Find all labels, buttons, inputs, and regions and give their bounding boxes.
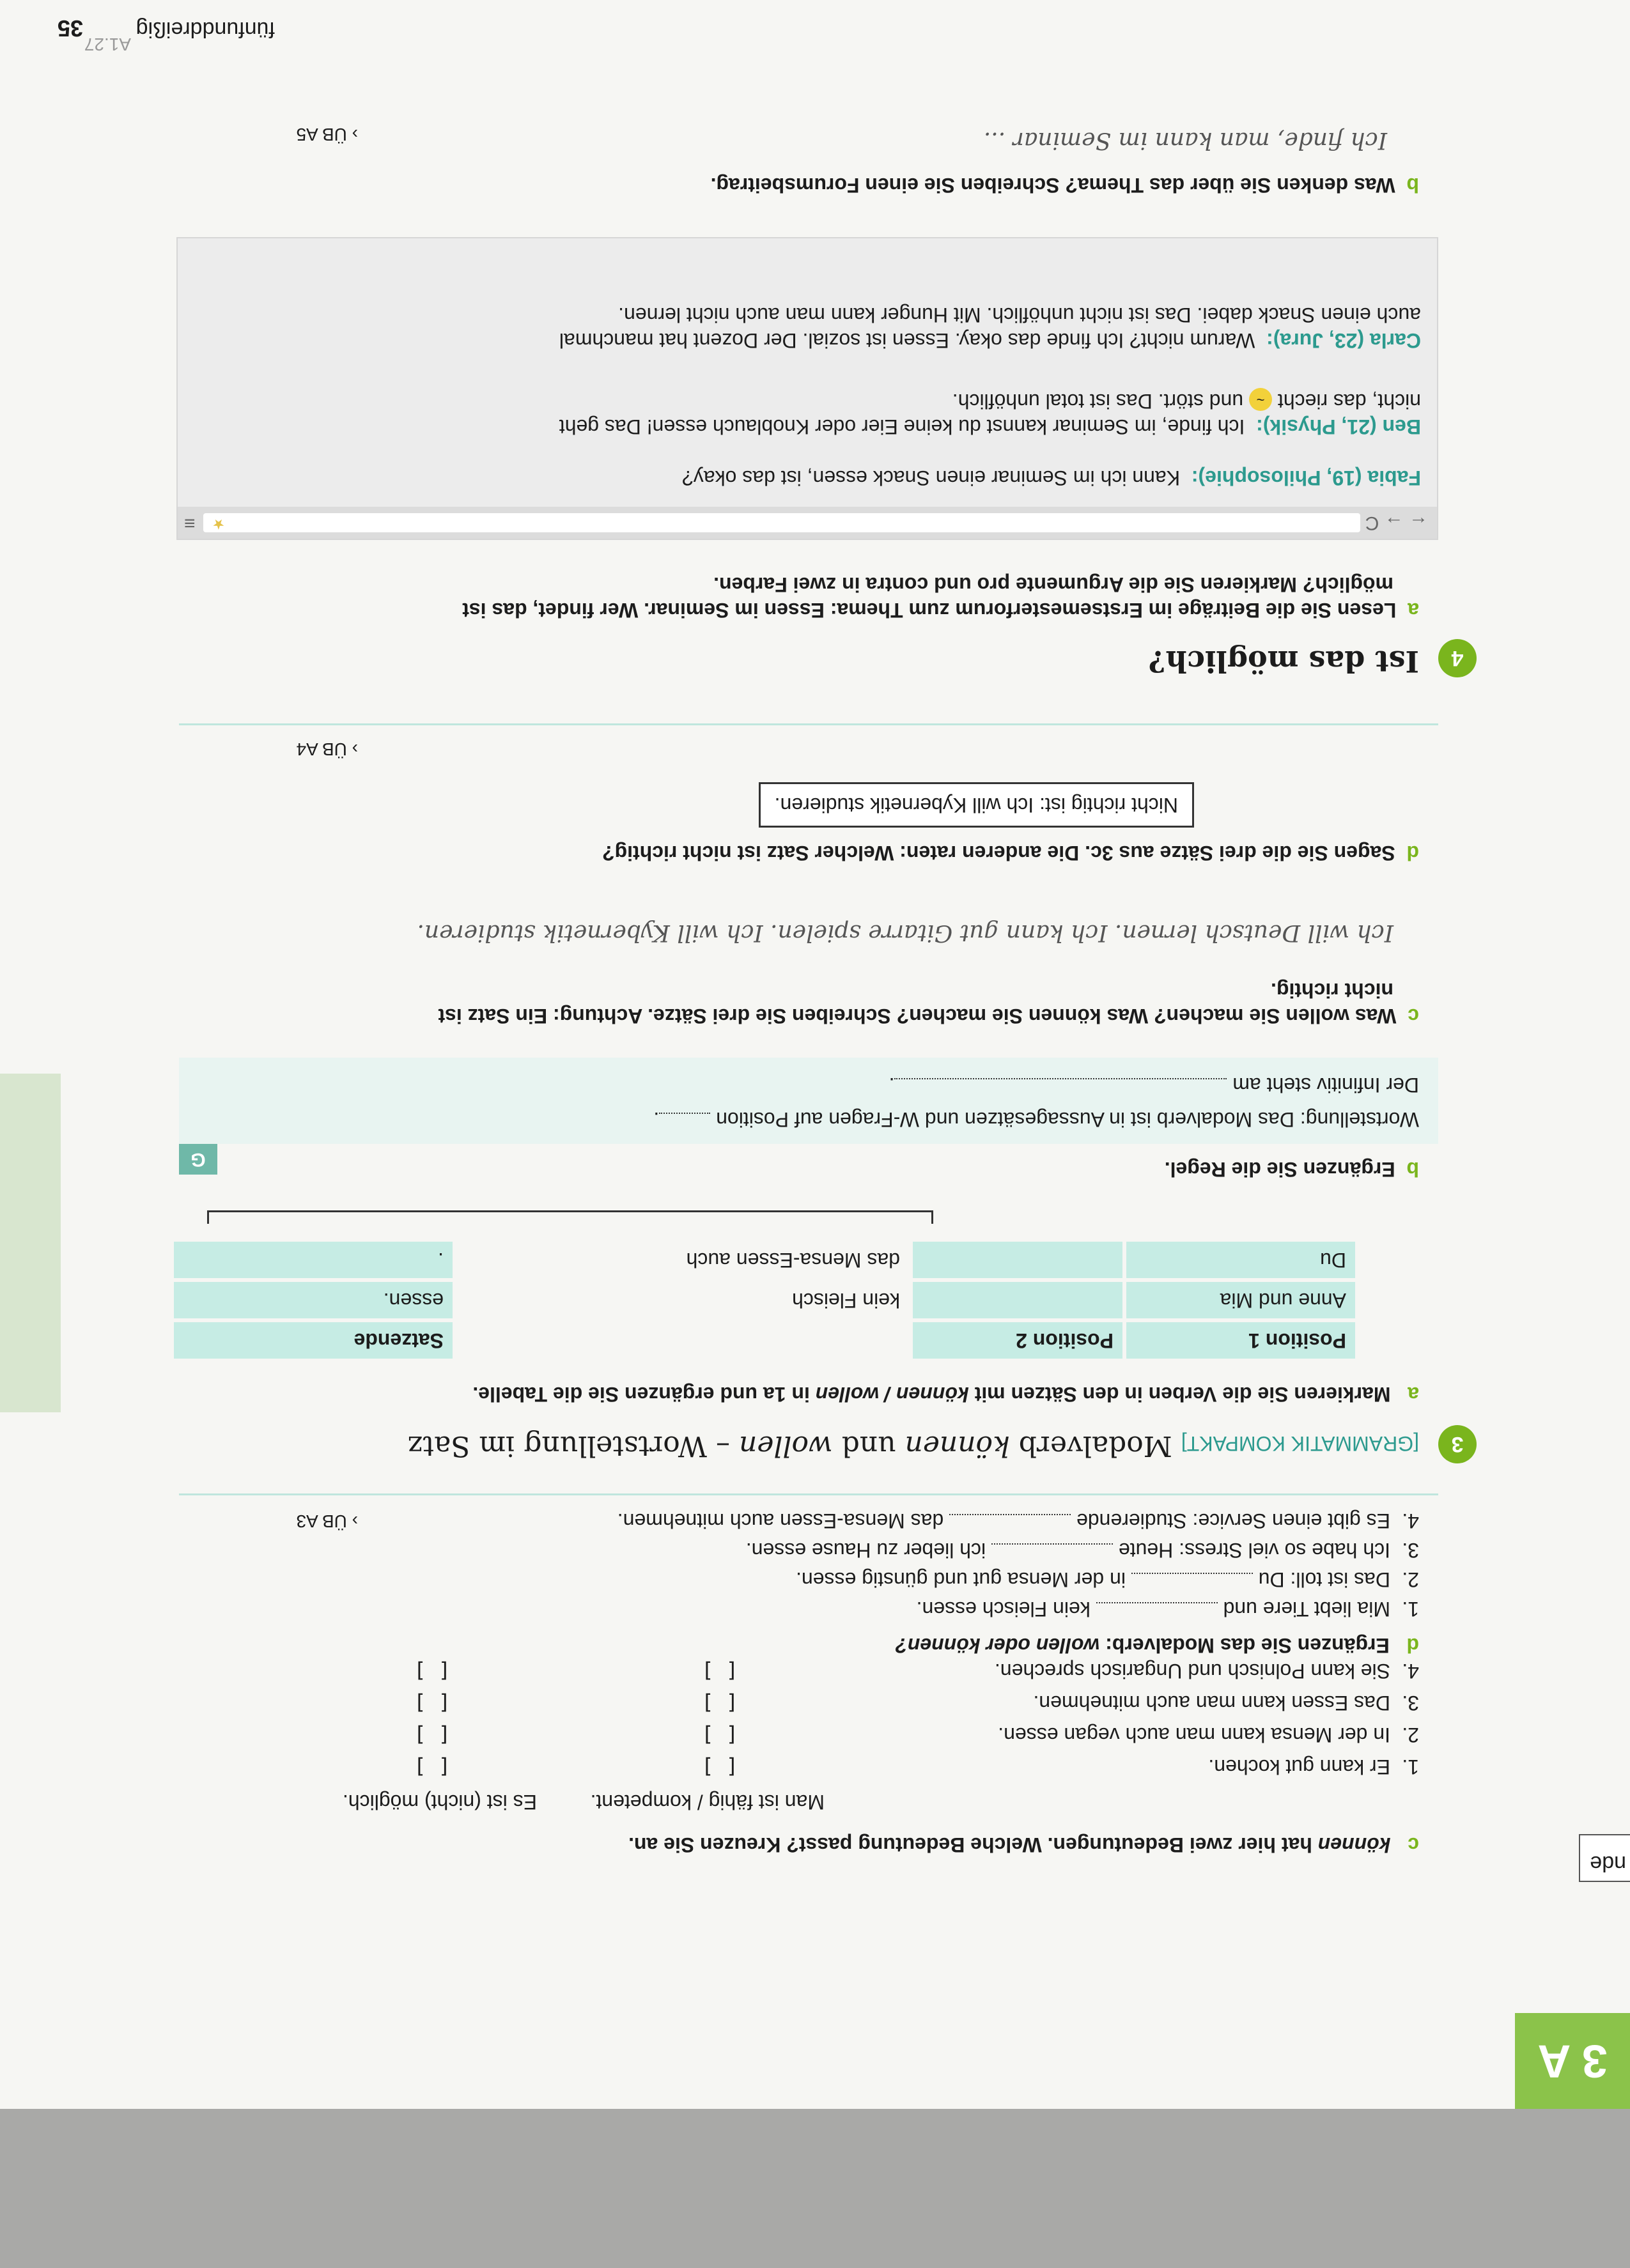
- gap-field[interactable]: [1131, 1573, 1253, 1574]
- gap-field[interactable]: [894, 1078, 1227, 1079]
- exercise-3d-instruction: d Sagen Sie die drei Sätze aus 3c. Die anderen raten: Welcher Satz ist nicht richtig?: [602, 842, 1419, 865]
- section-divider: [179, 1493, 1438, 1495]
- forum-window: [176, 237, 1438, 540]
- exercise-3c-instruction: c Was wollen Sie machen? Was können Sie machen? Schreiben Sie drei Sätze. Achtung: Ein Satz ist nicht richtig.: [438, 979, 1419, 1028]
- exercise-3b-instruction: b Ergänzen Sie die Regel.: [1164, 1158, 1419, 1181]
- exercise-reference[interactable]: › ÜB A4: [296, 739, 358, 759]
- table-cell: das Mensa-Essen auch: [686, 1249, 900, 1272]
- list-item: 2. In der Mensa kann man auch vegan essen. [ ] [ ]: [205, 1716, 1419, 1748]
- chapter-tab: 3 A: [1515, 2013, 1630, 2109]
- exercise-reference[interactable]: › ÜB A5: [296, 125, 358, 144]
- table-header: [456, 1322, 909, 1359]
- speech-bubble: Nicht richtig ist: Ich will Kybernetik studieren.: [759, 782, 1194, 828]
- table-cell: Anne und Mia: [1126, 1282, 1355, 1318]
- forum-post: Carla (23, Jura): Warum nicht? Ich finde das okay. Essen ist sozial. Der Dozent hat manchmal auch einen Snack dabei. Das ist nicht unhöflich. Mit Hunger kann man auch nicht lernen.: [559, 304, 1421, 352]
- gap-field[interactable]: [991, 1543, 1113, 1545]
- table-header-row: [174, 1322, 1355, 1359]
- rule-line-1: Wortstellung: Das Modalverb ist in Aussagesätzen und W-Fragen auf Position .: [653, 1108, 1419, 1131]
- list-item: 4. Sie kann Polnisch und Ungarisch sprechen. [ ] [ ]: [205, 1652, 1419, 1684]
- list-item: 3. Das Essen kann man auch mitnehmen. [ ] [ ]: [205, 1684, 1419, 1716]
- star-icon[interactable]: ★: [212, 516, 225, 532]
- exercise-2c-instruction: c können hat hier zwei Bedeutungen. Welche Bedeutung passt? Kreuzen Sie an.: [628, 1833, 1419, 1856]
- checkbox-competent[interactable]: [ ]: [701, 1691, 738, 1715]
- section-divider: [179, 723, 1438, 725]
- smelly-face-icon: ~: [1249, 388, 1272, 411]
- exercise-4a-instruction: a Lesen Sie die Beiträge im Erstsemesterforum zum Thema: Essen im Seminar. Wer findet, das ist möglich? Markieren Sie die Argumente pro und contra in zwei Farben.: [462, 573, 1419, 622]
- list-item: 3.Ich habe so viel Stress: Heute ich lieber zu Hause essen.: [745, 1539, 1419, 1562]
- table-cell: essen.: [174, 1282, 453, 1318]
- exercise-4b-instruction: b Was denken Sie über das Thema? Schreiben Sie einen Forumsbeitrag.: [710, 174, 1419, 197]
- exercise-2d-items: [173, 1504, 1419, 1622]
- checkbox-possible[interactable]: [ ]: [414, 1755, 451, 1779]
- checkbox-possible[interactable]: [ ]: [414, 1691, 451, 1715]
- table-header: Satzende: [174, 1322, 453, 1359]
- handwritten-answer-4b: Ich finde, man kann im Seminar ...: [983, 127, 1387, 153]
- exercise-number-badge: 4: [1438, 639, 1477, 677]
- photo-strip: [0, 1074, 61, 1412]
- gap-field[interactable]: [949, 1514, 1071, 1515]
- footer-reference: A1.27: [84, 35, 131, 54]
- table-header: Position 2: [913, 1322, 1122, 1359]
- page-number-word: fünfunddreißig: [136, 17, 275, 42]
- list-item: 4.Es gibt einen Service: Studierende das Mensa-Essen auch mitnehmen.: [617, 1509, 1419, 1532]
- table-bracket: [207, 1210, 933, 1224]
- list-item: 1. Er kann gut kochen. [ ] [ ]: [205, 1748, 1419, 1780]
- previous-page-edge-bubble: nde: [1579, 1834, 1630, 1882]
- table-cell-input[interactable]: [913, 1242, 1122, 1278]
- handwritten-answer-3c: Ich will Deutsch lernen. Ich kann gut Gitarre spielen. Ich will Kybernetik studieren.: [417, 920, 1393, 946]
- table-cell-input[interactable]: [913, 1282, 1122, 1318]
- forum-post: Ben (21, Physik): Ich finde, im Seminar kannst du keine Eier oder Knoblauch essen! Das geht nicht, das riecht ~ und stört. Das ist total unhöflich.: [200, 388, 1421, 440]
- checkbox-competent[interactable]: [ ]: [701, 1723, 738, 1747]
- table-cell: Du: [1126, 1242, 1355, 1278]
- exercise-3-title: [GRAMMATIK KOMPAKT] Modalverb können und wollen – Wortstellung im Satz: [408, 1430, 1419, 1462]
- list-item: 2.Das ist toll: Du in der Mensa gut und günstig essen.: [796, 1568, 1419, 1591]
- exercise-4-title: Ist das möglich?: [1148, 644, 1419, 679]
- exercise-reference[interactable]: › ÜB A3: [296, 1511, 358, 1531]
- checkbox-possible[interactable]: [ ]: [414, 1723, 451, 1747]
- exercise-2d-instruction: d Ergänzen Sie das Modalverb: wollen oder können?: [895, 1634, 1419, 1657]
- browser-nav-buttons[interactable]: ← → C: [1365, 513, 1428, 534]
- column-possible: Es ist (nicht) möglich.: [342, 1791, 537, 1814]
- gap-field[interactable]: [659, 1113, 710, 1114]
- rule-line-2: Der Infinitiv steht am .: [889, 1074, 1419, 1097]
- table-row: [174, 1242, 1355, 1278]
- exercise-2c-items: [205, 1652, 1419, 1780]
- gap-field[interactable]: [1096, 1602, 1218, 1603]
- column-competent: Man ist fähig / kompetent.: [590, 1791, 825, 1814]
- browser-toolbar: [178, 507, 1437, 539]
- checkbox-possible[interactable]: [ ]: [414, 1659, 451, 1683]
- word-order-table: [170, 1238, 1359, 1362]
- checkbox-competent[interactable]: [ ]: [701, 1755, 738, 1779]
- table-cell: .: [174, 1242, 453, 1278]
- exercise-number-badge: 3: [1438, 1425, 1477, 1463]
- table-row: [174, 1282, 1355, 1318]
- list-item: 1.Mia liebt Tiere und kein Fleisch essen.: [916, 1598, 1419, 1621]
- table-header: Position 1: [1126, 1322, 1355, 1359]
- address-bar[interactable]: [203, 513, 1360, 532]
- exercise-3a-instruction: a Markieren Sie die Verben in den Sätzen mit können / wollen in 1a und ergänzen Sie die Tabelle.: [472, 1383, 1419, 1406]
- forum-post: Fabia (19, Philosophie): Kann ich im Seminar einen Snack essen, ist das okay?: [681, 467, 1421, 490]
- page-number: 35: [57, 15, 83, 42]
- menu-icon[interactable]: ≡: [184, 513, 196, 534]
- grammar-tag: G: [179, 1144, 217, 1175]
- checkbox-competent[interactable]: [ ]: [701, 1659, 738, 1683]
- table-cell: kein Fleisch: [792, 1289, 900, 1312]
